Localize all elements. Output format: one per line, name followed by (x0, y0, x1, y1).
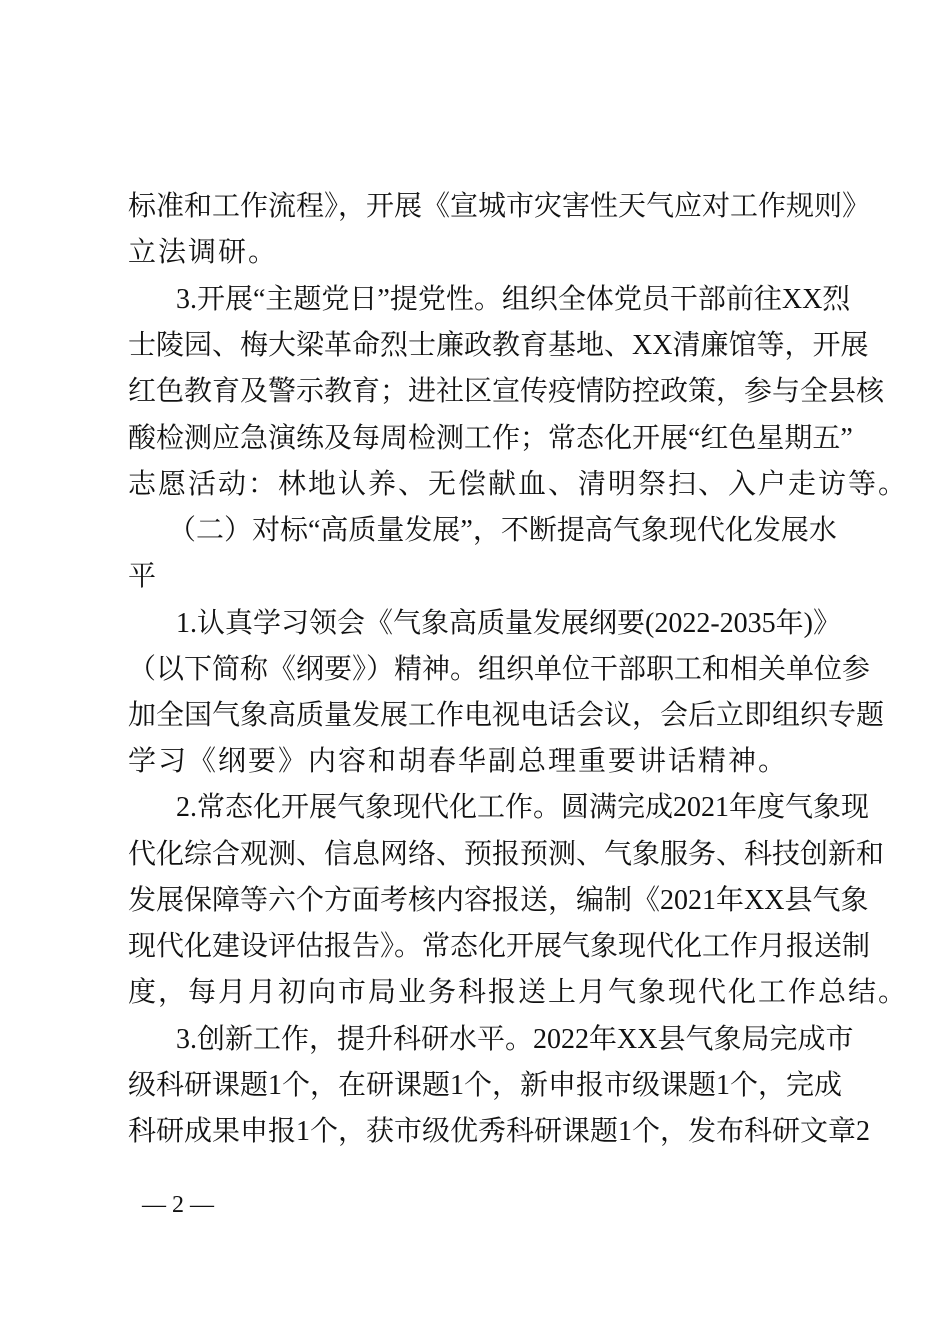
text-line: 现代化建设评估报告》。常态化开展气象现代化工作月报送制 (128, 931, 871, 962)
text-line: 代化综合观测、信息网络、预报预测、气象服务、科技创新和 (128, 839, 885, 870)
text-line: 级科研课题1个，在研课题1个，新申报市级课题1个，完成 (128, 1070, 843, 1101)
text-line: 3.开展“主题党日”提党性。组织全体党员干部前往XX烈 (176, 284, 851, 315)
section-heading-cont: 平 (128, 561, 159, 592)
text-line: 度，每月月初向市局业务科报送上月气象现代化工作总结。 (128, 977, 909, 1008)
text-line: 酸检测应急演练及每周检测工作；常态化开展“红色星期五” (128, 423, 853, 454)
text-line: 标准和工作流程》，开展《宣城市灾害性天气应对工作规则》 (128, 191, 871, 222)
text-line: 红色教育及警示教育；进社区宣传疫情防控政策，参与全县核 (128, 376, 885, 407)
text-line: 立法调研。 (128, 237, 279, 268)
text-line: （以下简称《纲要》）精神。组织单位干部职工和相关单位参 (128, 654, 871, 685)
text-line: 3.创新工作，提升科研水平。2022年XX县气象局完成市 (176, 1024, 854, 1055)
page-number: — 2 — (142, 1192, 214, 1218)
text-line: 学习《纲要》内容和胡春华副总理重要讲话精神。 (128, 746, 789, 777)
text-line: 志愿活动：林地认养、无偿献血、清明祭扫、入户走访等。 (128, 469, 909, 500)
text-line: 2.常态化开展气象现代化工作。圆满完成2021年度气象现 (176, 792, 870, 823)
section-heading: （二）对标“高质量发展”，不断提高气象现代化发展水 (168, 515, 837, 546)
text-line: 科研成果申报1个，获市级优秀科研课题1个，发布科研文章2 (128, 1116, 871, 1147)
text-line: 士陵园、梅大梁革命烈士廉政教育基地、XX清廉馆等，开展 (128, 330, 869, 361)
text-line: 1.认真学习领会《气象高质量发展纲要(2022-2035年)》 (176, 608, 841, 639)
text-line: 发展保障等六个方面考核内容报送，编制《2021年XX县气象 (128, 885, 869, 916)
text-line: 加全国气象高质量发展工作电视电话会议，会后立即组织专题 (128, 700, 885, 731)
